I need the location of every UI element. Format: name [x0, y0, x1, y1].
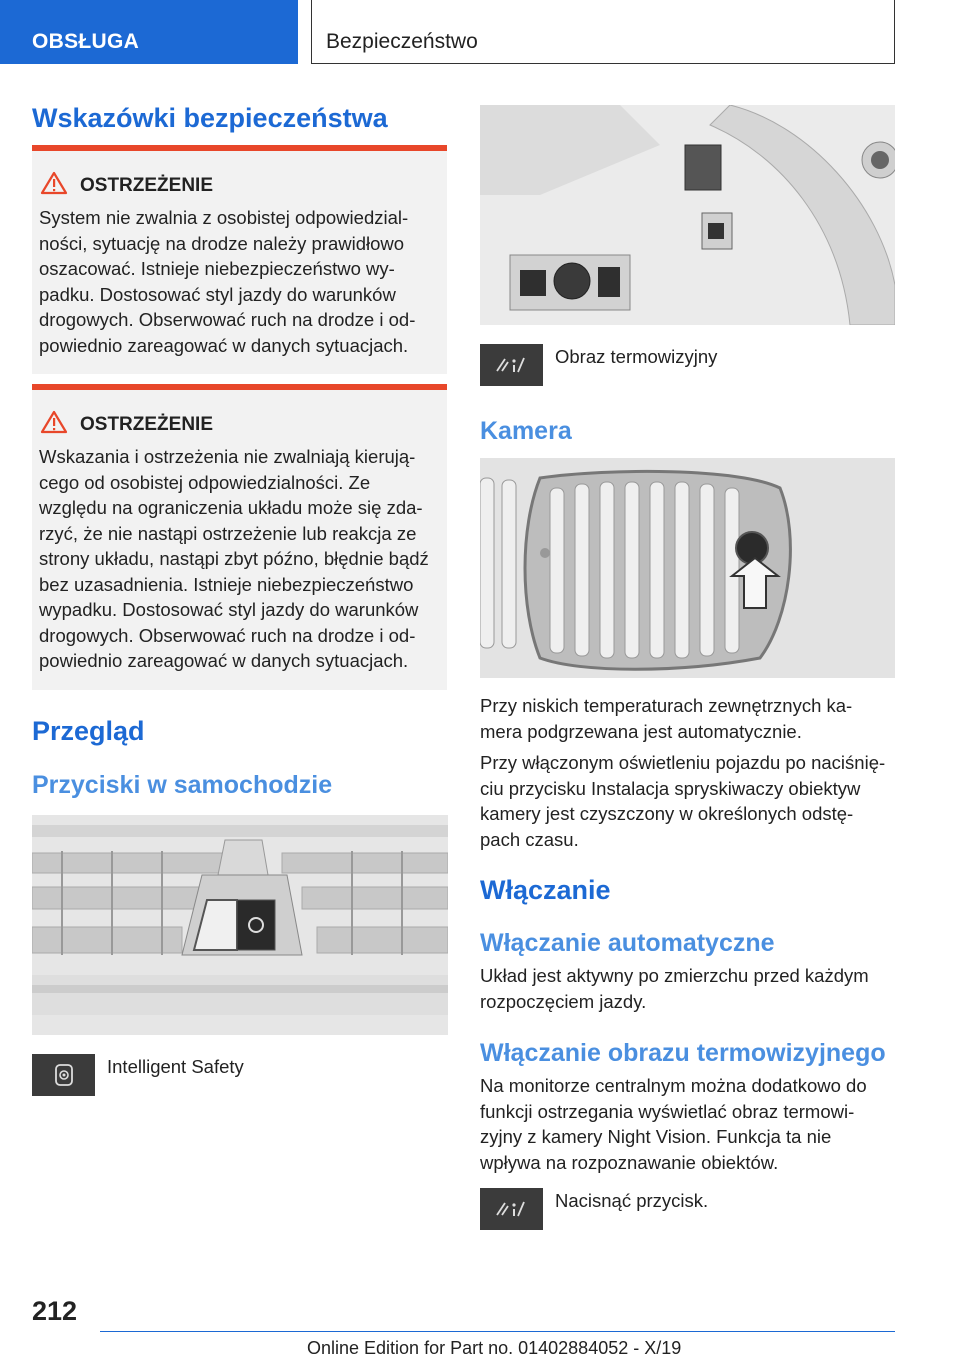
- warning-box-1: [32, 145, 447, 374]
- intelligent-safety-button[interactable]: [32, 1054, 95, 1096]
- safety-notes-title: Wskazówki bezpieczeństwa: [32, 103, 388, 133]
- footer-rule: [100, 1331, 895, 1332]
- chapter-tab: [311, 0, 895, 64]
- warning-triangle-icon: [40, 410, 68, 434]
- camera-paragraph-2: Przy włączonym oświetleniu pojazdu po naciśnię- ciu przycisku Instalacja spryskiwaczy obiektyw kamery jest czyszczony w określonych odstę- pach czasu.: [480, 752, 886, 850]
- camera-title: Kamera: [480, 417, 572, 445]
- night-vision-button[interactable]: [480, 1188, 543, 1230]
- auto-switch-on-title: Włączanie automatyczne: [480, 929, 775, 957]
- section-tab: [0, 0, 298, 64]
- warning-triangle-icon: [40, 171, 68, 195]
- overview-title: Przegląd: [32, 716, 145, 746]
- night-vision-icon: [494, 355, 530, 375]
- edition-text: Online Edition for Part no. 01402884052 - X/19: [307, 1338, 682, 1358]
- warning-text-1: System nie zwalnia z osobistej odpowiedzial- ności, sytuację na drodze należy prawidłowo oszacować. Istnieje niebezpieczeństwo wy- padku. Dostosować styl jazdy do warunków drogowych. Obserwować ruch na drodze i od- powiednio zareagować w danych sytuacjach.: [39, 207, 416, 356]
- page-number: 212: [32, 1296, 78, 1326]
- intelligent-safety-label: Intelligent Safety: [107, 1056, 244, 1077]
- cockpit-illustration: [480, 105, 895, 325]
- buttons-in-car-title: Przyciski w samochodzie: [32, 771, 333, 799]
- intelligent-safety-icon: [52, 1063, 76, 1087]
- dashboard-button-illustration: [32, 815, 448, 1035]
- warning-bar: [32, 145, 447, 151]
- night-vision-button[interactable]: [480, 344, 543, 386]
- chapter-label: Bezpieczeństwo: [326, 30, 478, 53]
- camera-grille-illustration: [480, 458, 895, 678]
- thermal-image-label: Obraz termowizyjny: [555, 346, 718, 367]
- switch-on-title: Włączanie: [480, 875, 611, 905]
- section-label: OBSŁUGA: [32, 30, 140, 53]
- camera-paragraph-1: Przy niskich temperaturach zewnętrznych ka- mera podgrzewana jest automatycznie.: [480, 695, 853, 742]
- warning-bar: [32, 384, 447, 390]
- thermal-image-text: Na monitorze centralnym można dodatkowo do funkcji ostrzegania wyświetlać obraz termowi- zyjny z kamery Night Vision. Funkcja ta nie wpływa na rozpoznawanie obiektów.: [480, 1075, 867, 1173]
- warning-box-2: [32, 384, 447, 690]
- night-vision-icon: [494, 1199, 530, 1219]
- auto-switch-on-text: Układ jest aktywny po zmierzchu przed każdym rozpoczęciem jazdy.: [480, 965, 869, 1012]
- press-button-label: Nacisnąć przycisk.: [555, 1190, 709, 1211]
- warning-text-2: Wskazania i ostrzeżenia nie zwalniają kierują- cego od osobistej odpowiedzialności. Ze względu na ograniczenia układu może się zda- rzyć, że nie nastąpi ostrzeżenie lub reakcja ze strony układu, nastąpi zbyt późno, błędnie bądź bez uzasadnienia. Istnieje niebezpieczeństwo wypadku. Dostosować styl jazdy do warunków drogowych. Obserwować ruch na drodze i od- powiednio zareagować w danych sytuacjach.: [39, 446, 429, 671]
- warning-title: OSTRZEŻENIE: [80, 414, 214, 435]
- thermal-image-title: Włączanie obrazu termowizyjnego: [480, 1039, 886, 1067]
- warning-title: OSTRZEŻENIE: [80, 175, 214, 196]
